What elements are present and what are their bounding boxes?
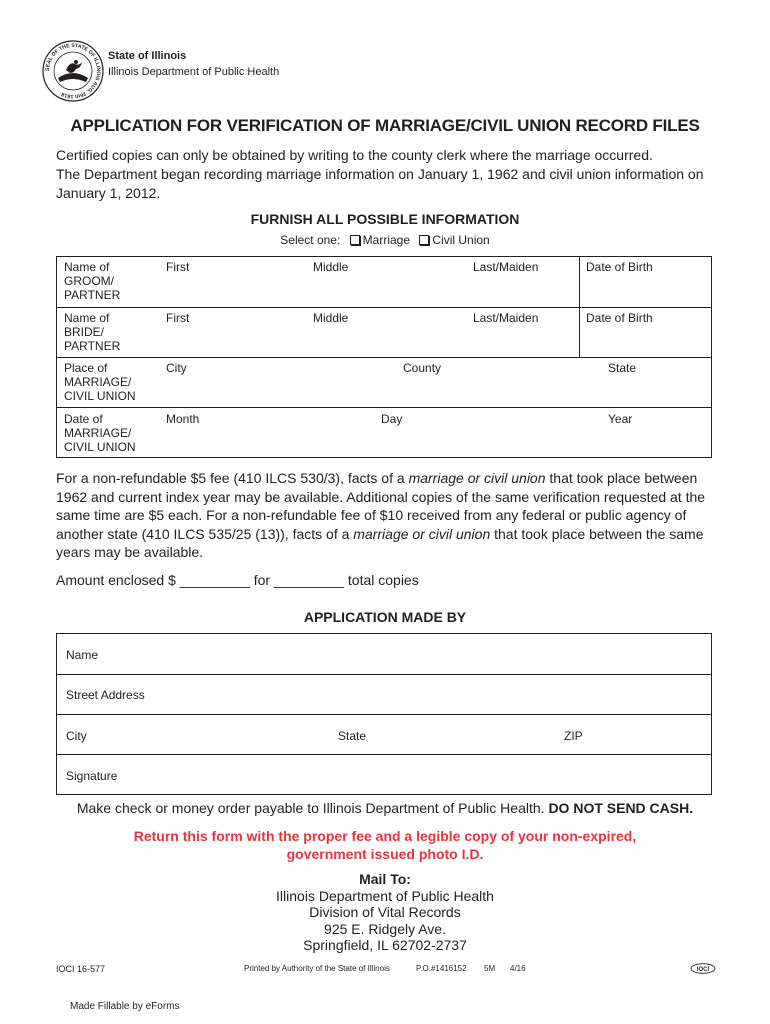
- intro-line-1: Certified copies can only be obtained by writing to the county clerk where the marriage occurred.: [56, 147, 653, 163]
- fee-italic-1: marriage or civil union: [408, 470, 546, 486]
- applicant-city-field[interactable]: City: [66, 729, 87, 743]
- address-line-2: Division of Vital Records: [309, 904, 461, 920]
- record-type-selector: [0, 233, 770, 247]
- applicant-state-field[interactable]: State: [338, 729, 367, 743]
- date-label: Date of MARRIAGE/ CIVIL UNION: [64, 412, 136, 454]
- groom-first-field[interactable]: First: [166, 260, 190, 274]
- fee-text-1: For a non-refundable $5 fee (410 ILCS 530/3), facts of a: [56, 470, 409, 486]
- intro-line-2: The Department began recording marriage information on January 1, 1962 and civil union information on January 1, 2012.: [56, 166, 704, 201]
- address-line-4: Springfield, IL 62702-2737: [303, 937, 467, 953]
- marriage-option-label: Marriage: [362, 233, 411, 247]
- made-fillable-note: Made Fillable by eForms: [70, 1001, 180, 1012]
- select-one-label: Select one:: [280, 233, 341, 247]
- civil-union-checkbox[interactable]: [419, 235, 429, 245]
- seal-text: SEAL OF THE STATE OF ILLINOIS AUG. 26th 1818: [44, 42, 102, 100]
- po-number: P.O.#1416152: [416, 964, 467, 973]
- payment-note: [0, 800, 770, 816]
- place-label: Place of MARRIAGE/ CIVIL UNION: [64, 361, 136, 403]
- bride-first-field[interactable]: First: [166, 311, 190, 325]
- intro-text: [56, 146, 726, 203]
- applicant-zip-field[interactable]: ZIP: [564, 729, 583, 743]
- bride-middle-field[interactable]: Middle: [313, 311, 349, 325]
- bride-last-field[interactable]: Last/Maiden: [473, 311, 539, 325]
- fee-text-3: that took place between the same years may be available.: [56, 525, 704, 560]
- department-name: Illinois Department of Public Health: [108, 66, 280, 78]
- printed-by-note: Printed by Authority of the State of Illinois: [244, 964, 390, 973]
- civil-union-option-label: Civil Union: [432, 233, 490, 247]
- address-line-1: Illinois Department of Public Health: [276, 887, 494, 904]
- no-cash-warning: DO NOT SEND CASH.: [548, 800, 694, 816]
- record-info-table: [56, 256, 712, 458]
- groom-dob-field[interactable]: Date of Birth: [586, 260, 653, 274]
- applicant-table: [56, 633, 712, 795]
- return-instructions: [0, 827, 770, 863]
- payment-note-text: Make check or money order payable to Illinois Department of Public Health.: [76, 800, 549, 816]
- groom-middle-field[interactable]: Middle: [313, 260, 349, 274]
- marriage-checkbox[interactable]: [350, 235, 360, 245]
- return-line-1: Return this form with the proper fee and a legible copy of your non-expired,: [133, 828, 637, 844]
- fee-paragraph: [56, 469, 721, 562]
- place-city-field[interactable]: City: [166, 361, 187, 375]
- state-name: State of Illinois: [108, 50, 187, 62]
- page-title: APPLICATION FOR VERIFICATION OF MARRIAGE/CIVIL UNION RECORD FILES: [70, 116, 700, 135]
- date-year-field[interactable]: Year: [608, 412, 633, 426]
- revision-date: 4/16: [510, 964, 526, 973]
- furnish-heading: FURNISH ALL POSSIBLE INFORMATION: [250, 211, 520, 227]
- form-code: IOCI 16-577: [56, 964, 106, 974]
- date-day-field[interactable]: Day: [381, 412, 403, 426]
- place-county-field[interactable]: County: [403, 361, 442, 375]
- date-month-field[interactable]: Month: [166, 412, 200, 426]
- groom-label: Name of GROOM/ PARTNER: [64, 260, 121, 302]
- applicant-street-field[interactable]: Street Address: [66, 688, 145, 702]
- state-seal-icon: [42, 40, 104, 102]
- fee-text-2: that took place between 1962 and current index year may be available. Additional copies of the same verification requested at the same time are $5 each. For a non-refundable fee of $10 received from any federal or public agency of another state (410 ILCS 535/25 (13)), facts of a: [56, 470, 706, 542]
- mail-to-label: Mail To:: [359, 871, 411, 887]
- print-quantity: 5M: [484, 964, 496, 973]
- amount-enclosed-line[interactable]: Amount enclosed $ _________ for _________ total copies: [56, 572, 419, 588]
- mailing-address: [0, 871, 770, 954]
- groom-last-field[interactable]: Last/Maiden: [473, 260, 539, 274]
- fee-italic-2: marriage or civil union: [353, 525, 491, 542]
- address-line-3: 925 E. Ridgely Ave.: [324, 920, 446, 937]
- application-made-by-heading: APPLICATION MADE BY: [303, 609, 467, 625]
- union-bug-text: IOCI: [696, 966, 710, 973]
- union-bug-icon: [690, 963, 716, 974]
- place-state-field[interactable]: State: [608, 361, 637, 375]
- bride-dob-field[interactable]: Date of Birth: [586, 311, 653, 325]
- applicant-signature-field[interactable]: Signature: [66, 769, 118, 783]
- applicant-name-field[interactable]: Name: [66, 648, 99, 662]
- bride-label: Name of BRIDE/ PARTNER: [64, 311, 121, 353]
- return-line-2: government issued photo I.D.: [286, 846, 484, 862]
